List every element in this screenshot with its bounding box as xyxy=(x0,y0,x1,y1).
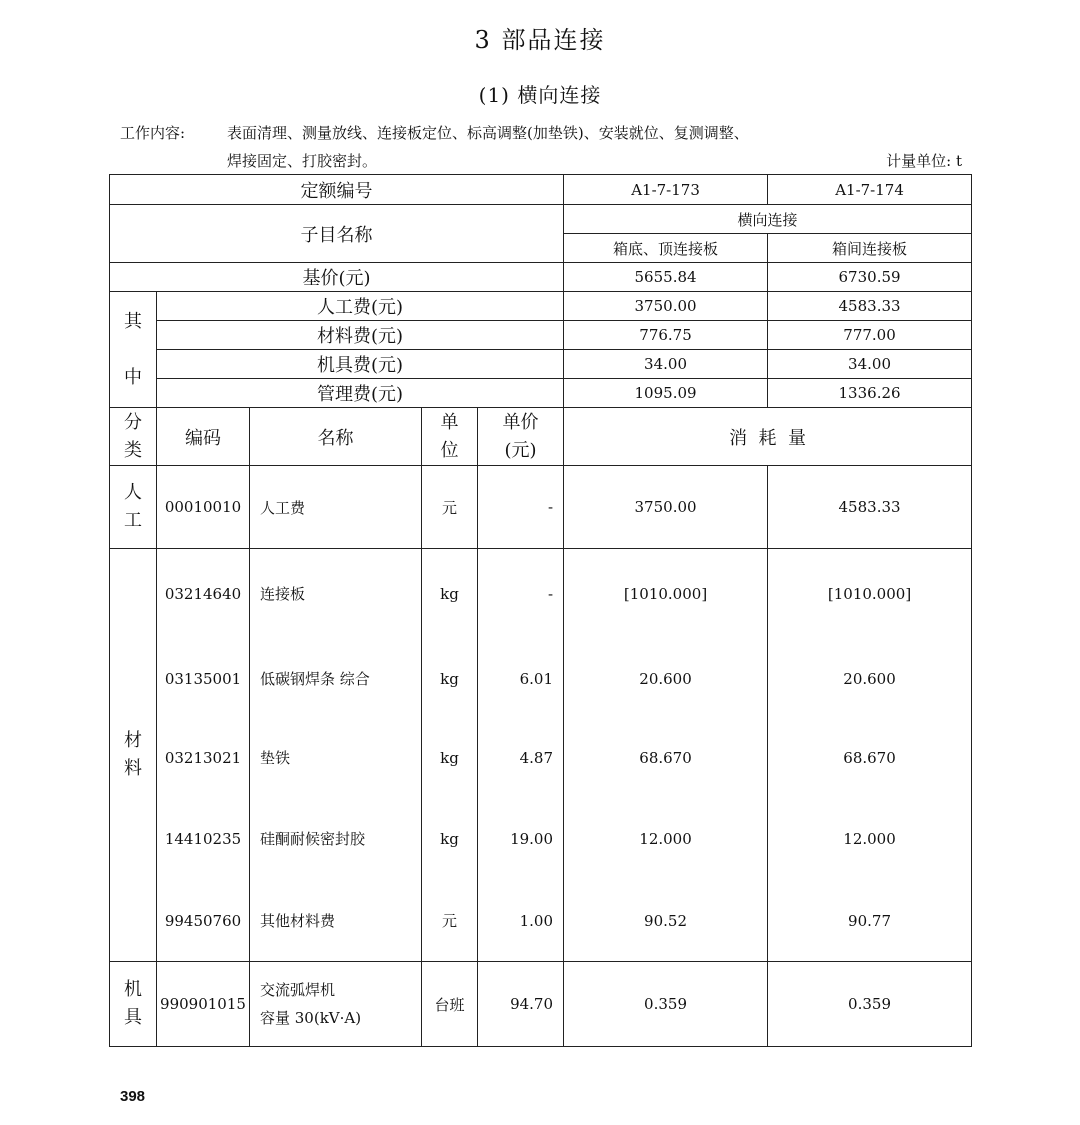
material-fee-label: 材料费(元) xyxy=(157,321,564,350)
quota-number-label: 定额编号 xyxy=(110,175,564,205)
row-value-2: 4583.33 xyxy=(768,466,972,549)
of-which-label: 其 中 xyxy=(110,292,157,408)
quota-code-2: A1-7-174 xyxy=(768,175,972,205)
row-price: 4.87 xyxy=(478,719,564,797)
row-name: 硅酮耐候密封胶 xyxy=(250,797,422,881)
row-value-1: [1010.000] xyxy=(564,549,768,639)
management-fee-1: 1095.09 xyxy=(564,379,768,408)
machinery-fee-2: 34.00 xyxy=(768,350,972,379)
base-price-1: 5655.84 xyxy=(564,263,768,292)
row-value-2: 20.600 xyxy=(768,639,972,719)
row-name: 人工费 xyxy=(250,466,422,549)
row-price: - xyxy=(478,466,564,549)
row-price: 94.70 xyxy=(478,962,564,1047)
row-price: 1.00 xyxy=(478,881,564,962)
row-value-2: 68.670 xyxy=(768,719,972,797)
row-price: 19.00 xyxy=(478,797,564,881)
quota-table xyxy=(109,174,972,1047)
row-unit: kg xyxy=(422,639,478,719)
group-name: 横向连接 xyxy=(564,205,972,234)
row-unit: kg xyxy=(422,549,478,639)
labor-fee-2: 4583.33 xyxy=(768,292,972,321)
sub-name-1: 箱底、顶连接板 xyxy=(564,234,768,263)
row-name: 其他材料费 xyxy=(250,881,422,962)
row-value-1: 12.000 xyxy=(564,797,768,881)
labor-fee-label: 人工费(元) xyxy=(157,292,564,321)
row-unit: 台班 xyxy=(422,962,478,1047)
measurement-unit-note: 计量单位: t xyxy=(886,152,962,170)
item-name-label: 子目名称 xyxy=(110,205,564,263)
base-price-2: 6730.59 xyxy=(768,263,972,292)
material-fee-1: 776.75 xyxy=(564,321,768,350)
row-unit: 元 xyxy=(422,466,478,549)
category-header: 分 类 xyxy=(110,408,157,466)
row-value-1: 0.359 xyxy=(564,962,768,1047)
category-materials: 材 料 xyxy=(110,549,157,962)
row-code: 14410235 xyxy=(157,797,250,881)
consumption-header: 消 耗 量 xyxy=(564,408,972,466)
row-value-2: [1010.000] xyxy=(768,549,972,639)
machinery-fee-label: 机具费(元) xyxy=(157,350,564,379)
management-fee-2: 1336.26 xyxy=(768,379,972,408)
row-code: 990901015 xyxy=(157,962,250,1047)
row-unit: kg xyxy=(422,719,478,797)
name-header: 名称 xyxy=(250,408,422,466)
material-fee-2: 777.00 xyxy=(768,321,972,350)
machinery-fee-1: 34.00 xyxy=(564,350,768,379)
management-fee-label: 管理费(元) xyxy=(157,379,564,408)
row-value-2: 12.000 xyxy=(768,797,972,881)
row-code: 99450760 xyxy=(157,881,250,962)
base-price-label: 基价(元) xyxy=(110,263,564,292)
row-value-1: 68.670 xyxy=(564,719,768,797)
row-code: 03135001 xyxy=(157,639,250,719)
page-number: 398 xyxy=(120,1088,146,1105)
work-content-line-1: 表面清理、测量放线、连接板定位、标高调整(加垫铁)、安装就位、复测调整、 xyxy=(227,124,749,142)
sub-name-2: 箱间连接板 xyxy=(768,234,972,263)
row-code: 03213021 xyxy=(157,719,250,797)
row-value-2: 90.77 xyxy=(768,881,972,962)
row-value-1: 3750.00 xyxy=(564,466,768,549)
row-price: 6.01 xyxy=(478,639,564,719)
code-header: 编码 xyxy=(157,408,250,466)
work-content-label: 工作内容: xyxy=(120,124,186,142)
price-header: 单价 (元) xyxy=(478,408,564,466)
quota-code-1: A1-7-173 xyxy=(564,175,768,205)
unit-header: 单 位 xyxy=(422,408,478,466)
row-value-1: 90.52 xyxy=(564,881,768,962)
row-code: 00010010 xyxy=(157,466,250,549)
category-machinery: 机 具 xyxy=(110,962,157,1047)
row-name: 垫铁 xyxy=(250,719,422,797)
labor-fee-1: 3750.00 xyxy=(564,292,768,321)
row-name: 低碳钢焊条 综合 xyxy=(250,639,422,719)
section-title: 3 部品连接 xyxy=(474,26,606,54)
row-value-2: 0.359 xyxy=(768,962,972,1047)
row-name: 交流弧焊机 容量 30(kV·A) xyxy=(250,962,422,1047)
category-labor: 人 工 xyxy=(110,466,157,549)
row-price: - xyxy=(478,549,564,639)
row-unit: kg xyxy=(422,797,478,881)
row-name: 连接板 xyxy=(250,549,422,639)
row-code: 03214640 xyxy=(157,549,250,639)
work-content-line-2: 焊接固定、打胶密封。 xyxy=(227,152,378,170)
subsection-title: (1) 横向连接 xyxy=(478,83,602,107)
row-value-1: 20.600 xyxy=(564,639,768,719)
row-unit: 元 xyxy=(422,881,478,962)
